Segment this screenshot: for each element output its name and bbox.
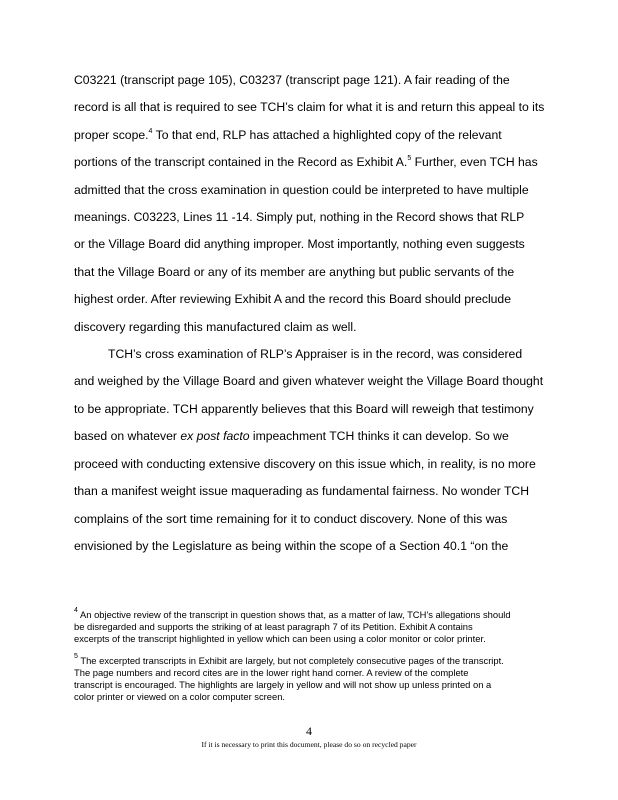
- body-line: to be appropriate. TCH apparently believes that this Board will reweigh that testimony: [74, 401, 534, 416]
- footnote-line: [74, 652, 554, 667]
- footnote-line: color printer or viewed on a color computer screen.: [74, 691, 286, 703]
- body-line-text: portions of the transcript contained in the Record as Exhibit A.: [74, 155, 408, 170]
- body-line: that the Village Board or any of its member are anything but public servants of the: [74, 264, 515, 279]
- footnote-line: The page numbers and record cites are in the lower right hand corner. A review of the complete: [74, 666, 469, 678]
- body-line: than a manifest weight issue maquerading as fundamental fairness. No wonder TCH: [74, 484, 530, 499]
- italic-phrase: ex post facto: [180, 429, 250, 444]
- footer-note: If it is necessary to print this document, please do so on recycled paper: [201, 740, 417, 749]
- page-number: 4: [306, 724, 312, 738]
- body-line: record is all that is required to see TCH’s claim for what it is and return this appeal to its: [74, 100, 545, 115]
- body-line: meanings. C03223, Lines 11 -14. Simply put, nothing in the Record shows that RLP: [74, 210, 525, 225]
- footnote-line-text: The excerpted transcripts in Exhibit are largely, but not completely consecutive pages of the transcript.: [77, 654, 504, 666]
- footnote-marker: 4: [74, 607, 78, 614]
- footnote-4: [74, 609, 554, 646]
- footnote-line: excerpts of the transcript highlighted in yellow which can been using a color monitor or color printer.: [74, 633, 486, 645]
- body-line: admitted that the cross examination in question could be interpreted to have multiple: [74, 182, 529, 197]
- footnote-line-text: An objective review of the transcript in question shows that, as a matter of law, TCH’s allegations should: [77, 609, 511, 620]
- body-line: TCH’s cross examination of RLP’s Appraiser is in the record, was considered: [108, 347, 523, 362]
- body-line: proceed with conducting extensive discovery on this issue which, in reality, is no more: [74, 456, 536, 471]
- footnote-reference-4: 4: [148, 127, 153, 135]
- footnotes: [74, 609, 554, 712]
- body-line: [74, 122, 554, 149]
- body-line: [74, 423, 554, 450]
- footnote-5: [74, 652, 554, 704]
- body-line: discovery regarding this manufactured claim as well.: [74, 319, 357, 334]
- body-line: and weighed by the Village Board and given whatever weight the Village Board thought: [74, 374, 544, 389]
- body-line: C03221 (transcript page 105), C03237 (transcript page 121). A fair reading of the: [74, 73, 510, 87]
- body-line-text: based on whatever: [74, 429, 177, 444]
- body-line: or the Village Board did anything improper. Most importantly, nothing even suggests: [74, 237, 525, 252]
- footnote-line: be disregarded and supports the striking of at least paragraph 7 of its Petition. Exhibit A contains: [74, 621, 473, 633]
- footnote-line: transcript is encouraged. The highlights are largely in yellow and will not show up unless printed on a: [74, 679, 492, 691]
- footnote-reference-5: 5: [407, 155, 412, 163]
- body-line-text: To that end, RLP has attached a highlighted copy of the relevant: [152, 127, 502, 142]
- body-line: highest order. After reviewing Exhibit A and the record this Board should preclude: [74, 292, 511, 307]
- body-line: envisioned by the Legislature as being within the scope of a Section 40.1 “on the: [74, 538, 509, 553]
- footnote-line: [74, 609, 554, 621]
- body-text: [74, 67, 554, 560]
- body-line-text: impeachment TCH thinks it can develop. So we: [252, 429, 509, 444]
- body-line-text: Further, even TCH has: [411, 155, 538, 170]
- footnote-marker: 5: [74, 652, 78, 660]
- body-line-text: proper scope.: [74, 127, 149, 142]
- body-line: complains of the sort time remaining for it to conduct discovery. None of this was: [74, 511, 508, 526]
- body-line: [74, 149, 554, 176]
